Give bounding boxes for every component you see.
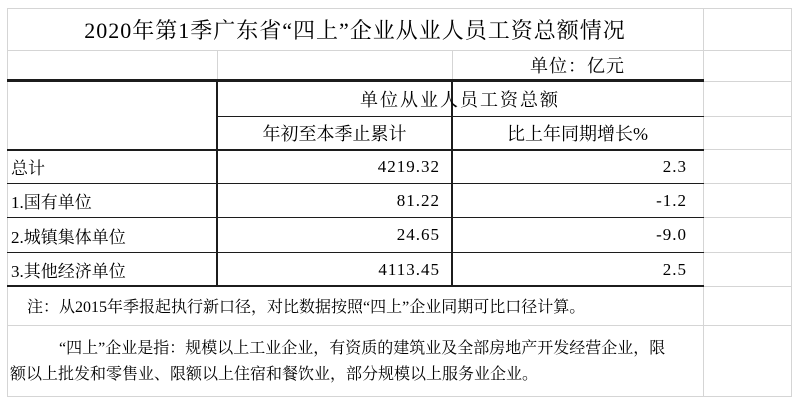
cell-urban-collective-accumulated: 24.65 xyxy=(396,225,440,244)
cell-other-economic-accumulated: 4113.45 xyxy=(378,259,440,279)
grid-line xyxy=(704,149,792,150)
column-header-growth: 比上年同期增长% xyxy=(507,123,648,144)
table-border xyxy=(7,252,704,254)
page-title: 2020年第1季广东省“四上”企业从业人员工资总额情况 xyxy=(84,18,626,43)
column-header-accumulated: 年初至本季止累计 xyxy=(262,123,407,144)
cell-state-owned-growth: -1.2 xyxy=(656,190,687,210)
cell-total-growth: 2.3 xyxy=(662,156,687,176)
column-group-header: 单位从业人员工资总额 xyxy=(360,89,560,110)
grid-line xyxy=(703,8,704,397)
grid-line xyxy=(7,396,792,397)
cell-other-economic-growth: 2.5 xyxy=(662,259,687,279)
grid-line xyxy=(7,8,8,397)
cell-urban-collective-growth: -9.0 xyxy=(656,225,687,244)
grid-line xyxy=(704,81,792,82)
grid-line xyxy=(791,8,792,397)
grid-line xyxy=(217,50,218,81)
grid-line xyxy=(704,217,792,218)
row-label-total: 总计 xyxy=(11,159,45,178)
grid-line xyxy=(704,286,792,287)
cell-state-owned-accumulated: 81.22 xyxy=(396,190,440,210)
row-label-other-economic: 3.其他经济单位 xyxy=(11,262,126,281)
grid-line xyxy=(704,252,792,253)
grid-line xyxy=(704,116,792,117)
footnote-sishang-definition: “四上”企业是指：规模以上工业企业，有资质的建筑业及全部房地产开发经营企业，限额以上批发和零售业、限额以上住宿和餐饮业，部分规模以上服务业企业。 xyxy=(10,340,666,383)
row-label-urban-collective: 2.城镇集体单位 xyxy=(11,227,126,247)
table-border xyxy=(7,183,704,185)
footnote-caliber: 注：从2015年季报起执行新口径，对比数据按照“四上”企业同期可比口径计算。 xyxy=(27,299,586,316)
unit-label: 单位：亿元 xyxy=(530,56,625,76)
row-label-state-owned: 1.国有单位 xyxy=(11,193,92,212)
table-border xyxy=(7,217,704,219)
grid-line xyxy=(704,183,792,184)
cell-total-accumulated: 4219.32 xyxy=(377,156,440,176)
